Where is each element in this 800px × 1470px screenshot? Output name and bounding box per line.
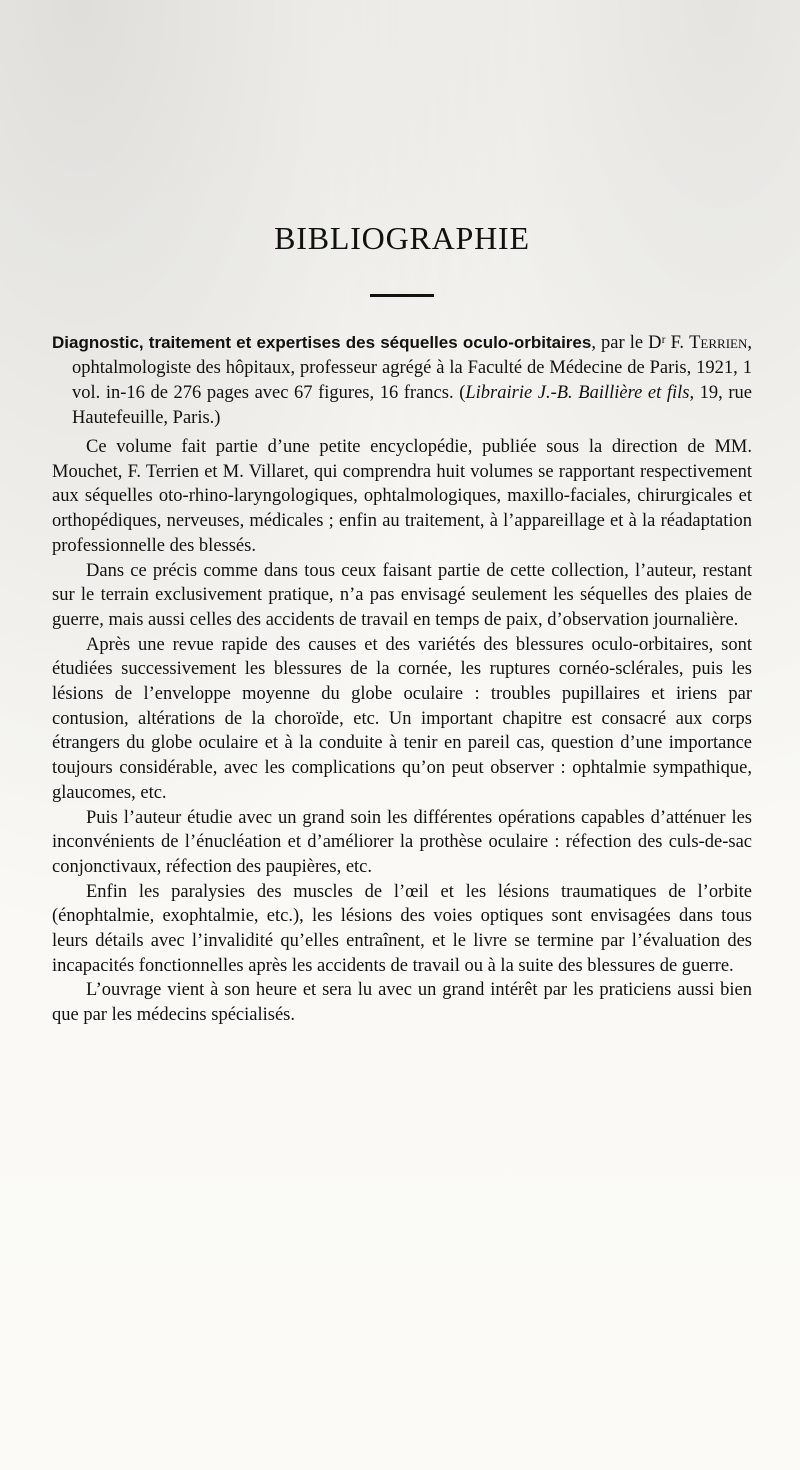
- publisher-address: , 19, rue Hautefeuille, Paris.): [72, 383, 752, 428]
- publisher-name: Librairie J.-B. Baillière et fils: [465, 383, 690, 403]
- review-paragraph: Enfin les paralysies des muscles de l’œil et les lésions traumatiques de l’orbite (énophtalmie, exophtalmie, etc.), les lésions des voies optiques sont envisagées dans tous leurs détails avec l’invalidité qu’elles entraînent, et le livre se termine par l’évaluation des incapacités fonctionnelles après les accidents de travail ou à la suite des blessures de guerre.: [52, 881, 752, 976]
- review-paragraph: Après une revue rapide des causes et des variétés des blessures oculo-orbitaires, sont étudiées successivement les blessures de la cornée, les ruptures cornéo-sclérales, puis les lésions de l’enveloppe moyenne du globe oculaire : troubles pupillaires et iriens par contusion, altérations de la choroïde, etc. Un important chapitre est consacré aux corps étrangers du globe oculaire et à la conduite à tenir en pareil cas, question d’une importance toujours considérable, avec les complications qu’on peut observer : ophtalmie sympathique, glaucomes, etc.: [52, 634, 752, 803]
- publication-details: , ophtalmologiste des hôpitaux, professeur agrégé à la Faculté de Médecine de Paris, 1921, 1 vol. in-16 de 276 pages avec 67 figures, 16 francs.: [72, 333, 752, 403]
- bibliography-entry: [52, 330, 752, 431]
- page-title: BIBLIOGRAPHIE: [274, 220, 530, 256]
- title-divider: [370, 294, 434, 297]
- review-paragraph: Dans ce précis comme dans tous ceux faisant partie de cette collection, l’auteur, restant sur le terrain exclusivement pratique, n’a pas envisagé seulement les séquelles des plaies de guerre, mais aussi celles des accidents de travail en temps de paix, d’observation journalière.: [52, 560, 752, 630]
- author-intro: , par le: [591, 333, 649, 353]
- review-paragraph: Puis l’auteur étudie avec un grand soin les différentes opérations capables d’atténuer les inconvénients de l’énucléation et d’améliorer la prothèse oculaire : réfection des culs-de-sac conjonctivaux, réfection des paupières, etc.: [52, 807, 752, 877]
- book-title: Diagnostic, traitement et expertises des séquelles oculo-orbitaires: [52, 333, 592, 352]
- author-name: Terrien: [689, 333, 748, 353]
- review-text: [52, 435, 752, 1028]
- review-paragraph: L’ouvrage vient à son heure et sera lu avec un grand intérêt par les praticiens aussi bien que par les médecins spécialisés.: [52, 980, 752, 1026]
- author-prefix: Dʳ F.: [648, 333, 690, 353]
- page-content: [52, 220, 752, 1028]
- publisher-open-paren: (: [459, 383, 466, 403]
- review-paragraph: Ce volume fait partie d’une petite encyclopédie, publiée sous la direction de MM. Mouchet, F. Terrien et M. Villaret, qui comprendra huit volumes se rapportant respectivement aux séquelles oto-rhino-laryngologiques, ophtalmologiques, maxillo-faciales, chirurgicales et orthopédiques, nerveuses, médicales ; enfin au traitement, à l’appareillage et à la réadaptation professionnelle des blessés.: [52, 437, 752, 556]
